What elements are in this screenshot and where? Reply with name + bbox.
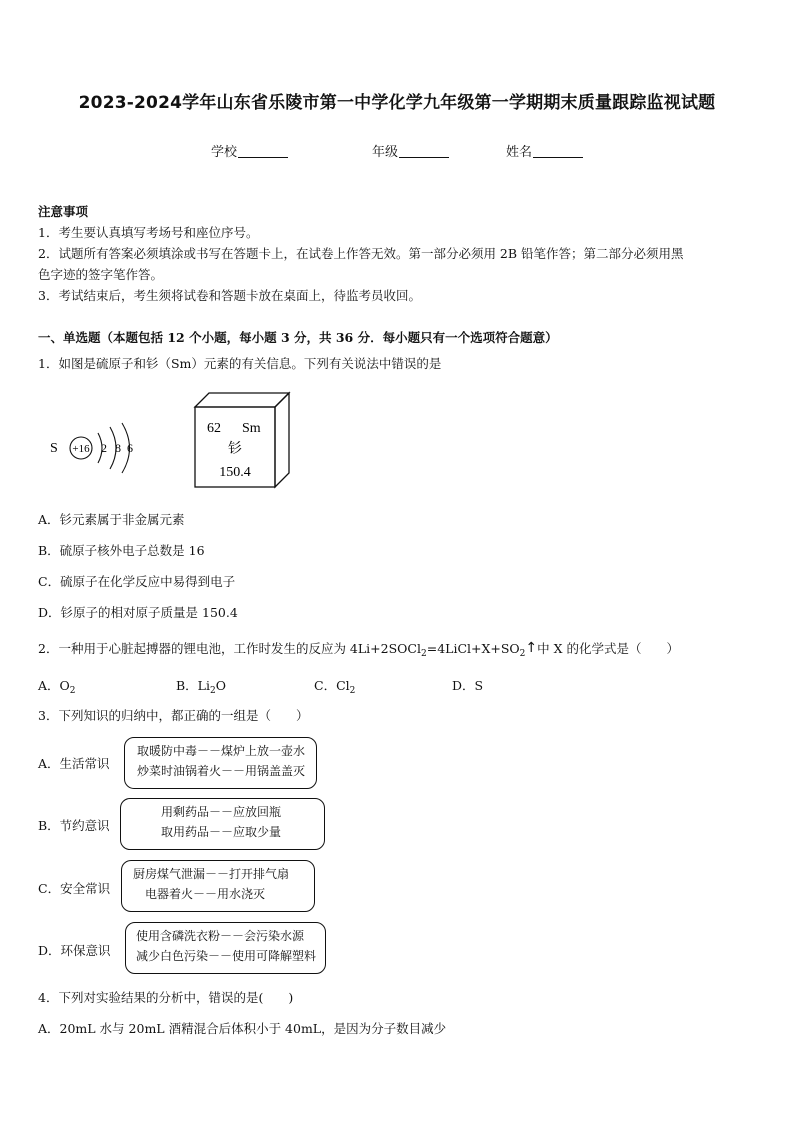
nucleus-charge: +16 <box>72 443 90 455</box>
question-2-option-b[interactable] <box>176 676 226 694</box>
subscript: 2 <box>210 686 216 696</box>
note-item: 色字迹的签字笔作答。 <box>38 267 164 282</box>
box-line: 减少白色污染－－使用可降解塑料 <box>136 949 317 963</box>
box-line: 炒菜时油锅着火－－用锅盖盖灭 <box>137 764 306 778</box>
option-c-box <box>121 860 315 912</box>
box-line: 取暖防中毒－－煤炉上放一壶水 <box>137 744 306 758</box>
question-1-option-a[interactable]: A．钐元素属于非金属元素 <box>38 512 185 527</box>
note-item: 2．试题所有答案必须填涂或书写在答题卡上，在试卷上作答无效。第一部分必须用 2B 铅笔作答；第二部分必须用黑 <box>38 246 684 261</box>
grade-blank[interactable] <box>399 145 449 158</box>
option-text: A．O <box>38 678 70 693</box>
question-1-option-b[interactable]: B．硫原子核外电子总数是 16 <box>38 543 205 558</box>
question-1-option-d[interactable]: D．钐原子的相对原子质量是 150.4 <box>38 605 238 620</box>
shell-count-3: 6 <box>127 441 133 455</box>
school-field[interactable] <box>211 141 288 160</box>
subscript: 2 <box>349 686 356 696</box>
box-line: 厨房煤气泄漏－－打开排气扇 <box>133 867 290 881</box>
name-field[interactable] <box>506 141 583 160</box>
name-label: 姓名 <box>506 145 533 160</box>
question-4-option-a[interactable]: A．20mL 水与 20mL 酒精混合后体积小于 40mL，是因为分子数目减少 <box>38 1021 447 1036</box>
question-3-option-b[interactable]: B．节约意识 <box>38 818 110 833</box>
atomic-number: 62 <box>207 421 221 436</box>
option-text: C．Cl <box>314 678 350 693</box>
option-text: O <box>215 678 226 693</box>
question-2-option-d[interactable]: D．S <box>452 678 484 693</box>
option-text: B．Li <box>176 678 210 693</box>
gas-arrow-icon: ↑ <box>525 640 538 656</box>
subscript: 2 <box>69 686 76 696</box>
stem-part: =4LiCl+X+SO <box>426 641 520 656</box>
stem-part: 2．一种用于心脏起搏器的锂电池，工作时发生的反应为 4Li+2SOCl <box>38 641 421 656</box>
option-a-box <box>124 737 317 789</box>
section-heading: 一、单选题（本题包括 12 个小题，每小题 3 分，共 36 分．每小题只有一个选项符合题意） <box>38 330 558 345</box>
question-1-stem: 1．如图是硫原子和钐（Sm）元素的有关信息。下列有关说法中错误的是 <box>38 356 442 371</box>
shell-count-2: 8 <box>115 441 121 455</box>
sulfur-atom-diagram <box>50 423 133 473</box>
name-blank[interactable] <box>533 145 583 158</box>
box-line: 用剩药品－－应放回瓶 <box>161 805 282 819</box>
grade-field[interactable] <box>372 141 449 160</box>
notes-heading: 注意事项 <box>38 204 89 219</box>
question-3-stem: 3．下列知识的归纳中，都正确的一组是（ ） <box>38 708 309 723</box>
question-2-option-c[interactable] <box>314 676 355 694</box>
note-item: 3．考试结束后，考生须将试卷和答题卡放在桌面上，待监考员收回。 <box>38 288 421 303</box>
question-3-option-d[interactable]: D．环保意识 <box>38 943 111 958</box>
atomic-mass: 150.4 <box>219 465 251 480</box>
grade-label: 年级 <box>372 145 399 160</box>
element-name: 钐 <box>228 441 242 457</box>
school-label: 学校 <box>211 145 238 160</box>
question-2-stem <box>38 639 679 657</box>
shell-count-1: 2 <box>101 441 107 455</box>
option-b-box <box>120 798 325 850</box>
samarium-element-cell <box>195 393 289 487</box>
exam-title: 2023-2024学年山东省乐陵市第一中学化学九年级第一学期期末质量跟踪监视试题 <box>78 93 716 113</box>
question-4-stem: 4．下列对实验结果的分析中，错误的是( ) <box>38 990 294 1005</box>
box-line: 电器着火－－用水浇灭 <box>145 887 266 901</box>
element-symbol: Sm <box>242 421 261 436</box>
question-3-option-a[interactable]: A．生活常识 <box>38 756 110 771</box>
question-1-figure <box>40 385 310 495</box>
question-2-option-a[interactable] <box>38 676 76 694</box>
box-line: 使用含磷洗衣粉－－会污染水源 <box>136 929 305 943</box>
stem-part: 中 X 的化学式是（ ） <box>537 641 679 656</box>
box-line: 取用药品－－应取少量 <box>161 825 282 839</box>
option-d-box <box>125 922 326 974</box>
subscript: 2 <box>420 649 427 659</box>
question-3-option-c[interactable]: C．安全常识 <box>38 881 111 896</box>
subscript: 2 <box>519 649 526 659</box>
school-blank[interactable] <box>238 145 288 158</box>
atom-symbol: S <box>50 441 58 456</box>
question-1-option-c[interactable]: C．硫原子在化学反应中易得到电子 <box>38 574 236 589</box>
note-item: 1．考生要认真填写考场号和座位序号。 <box>38 225 259 240</box>
